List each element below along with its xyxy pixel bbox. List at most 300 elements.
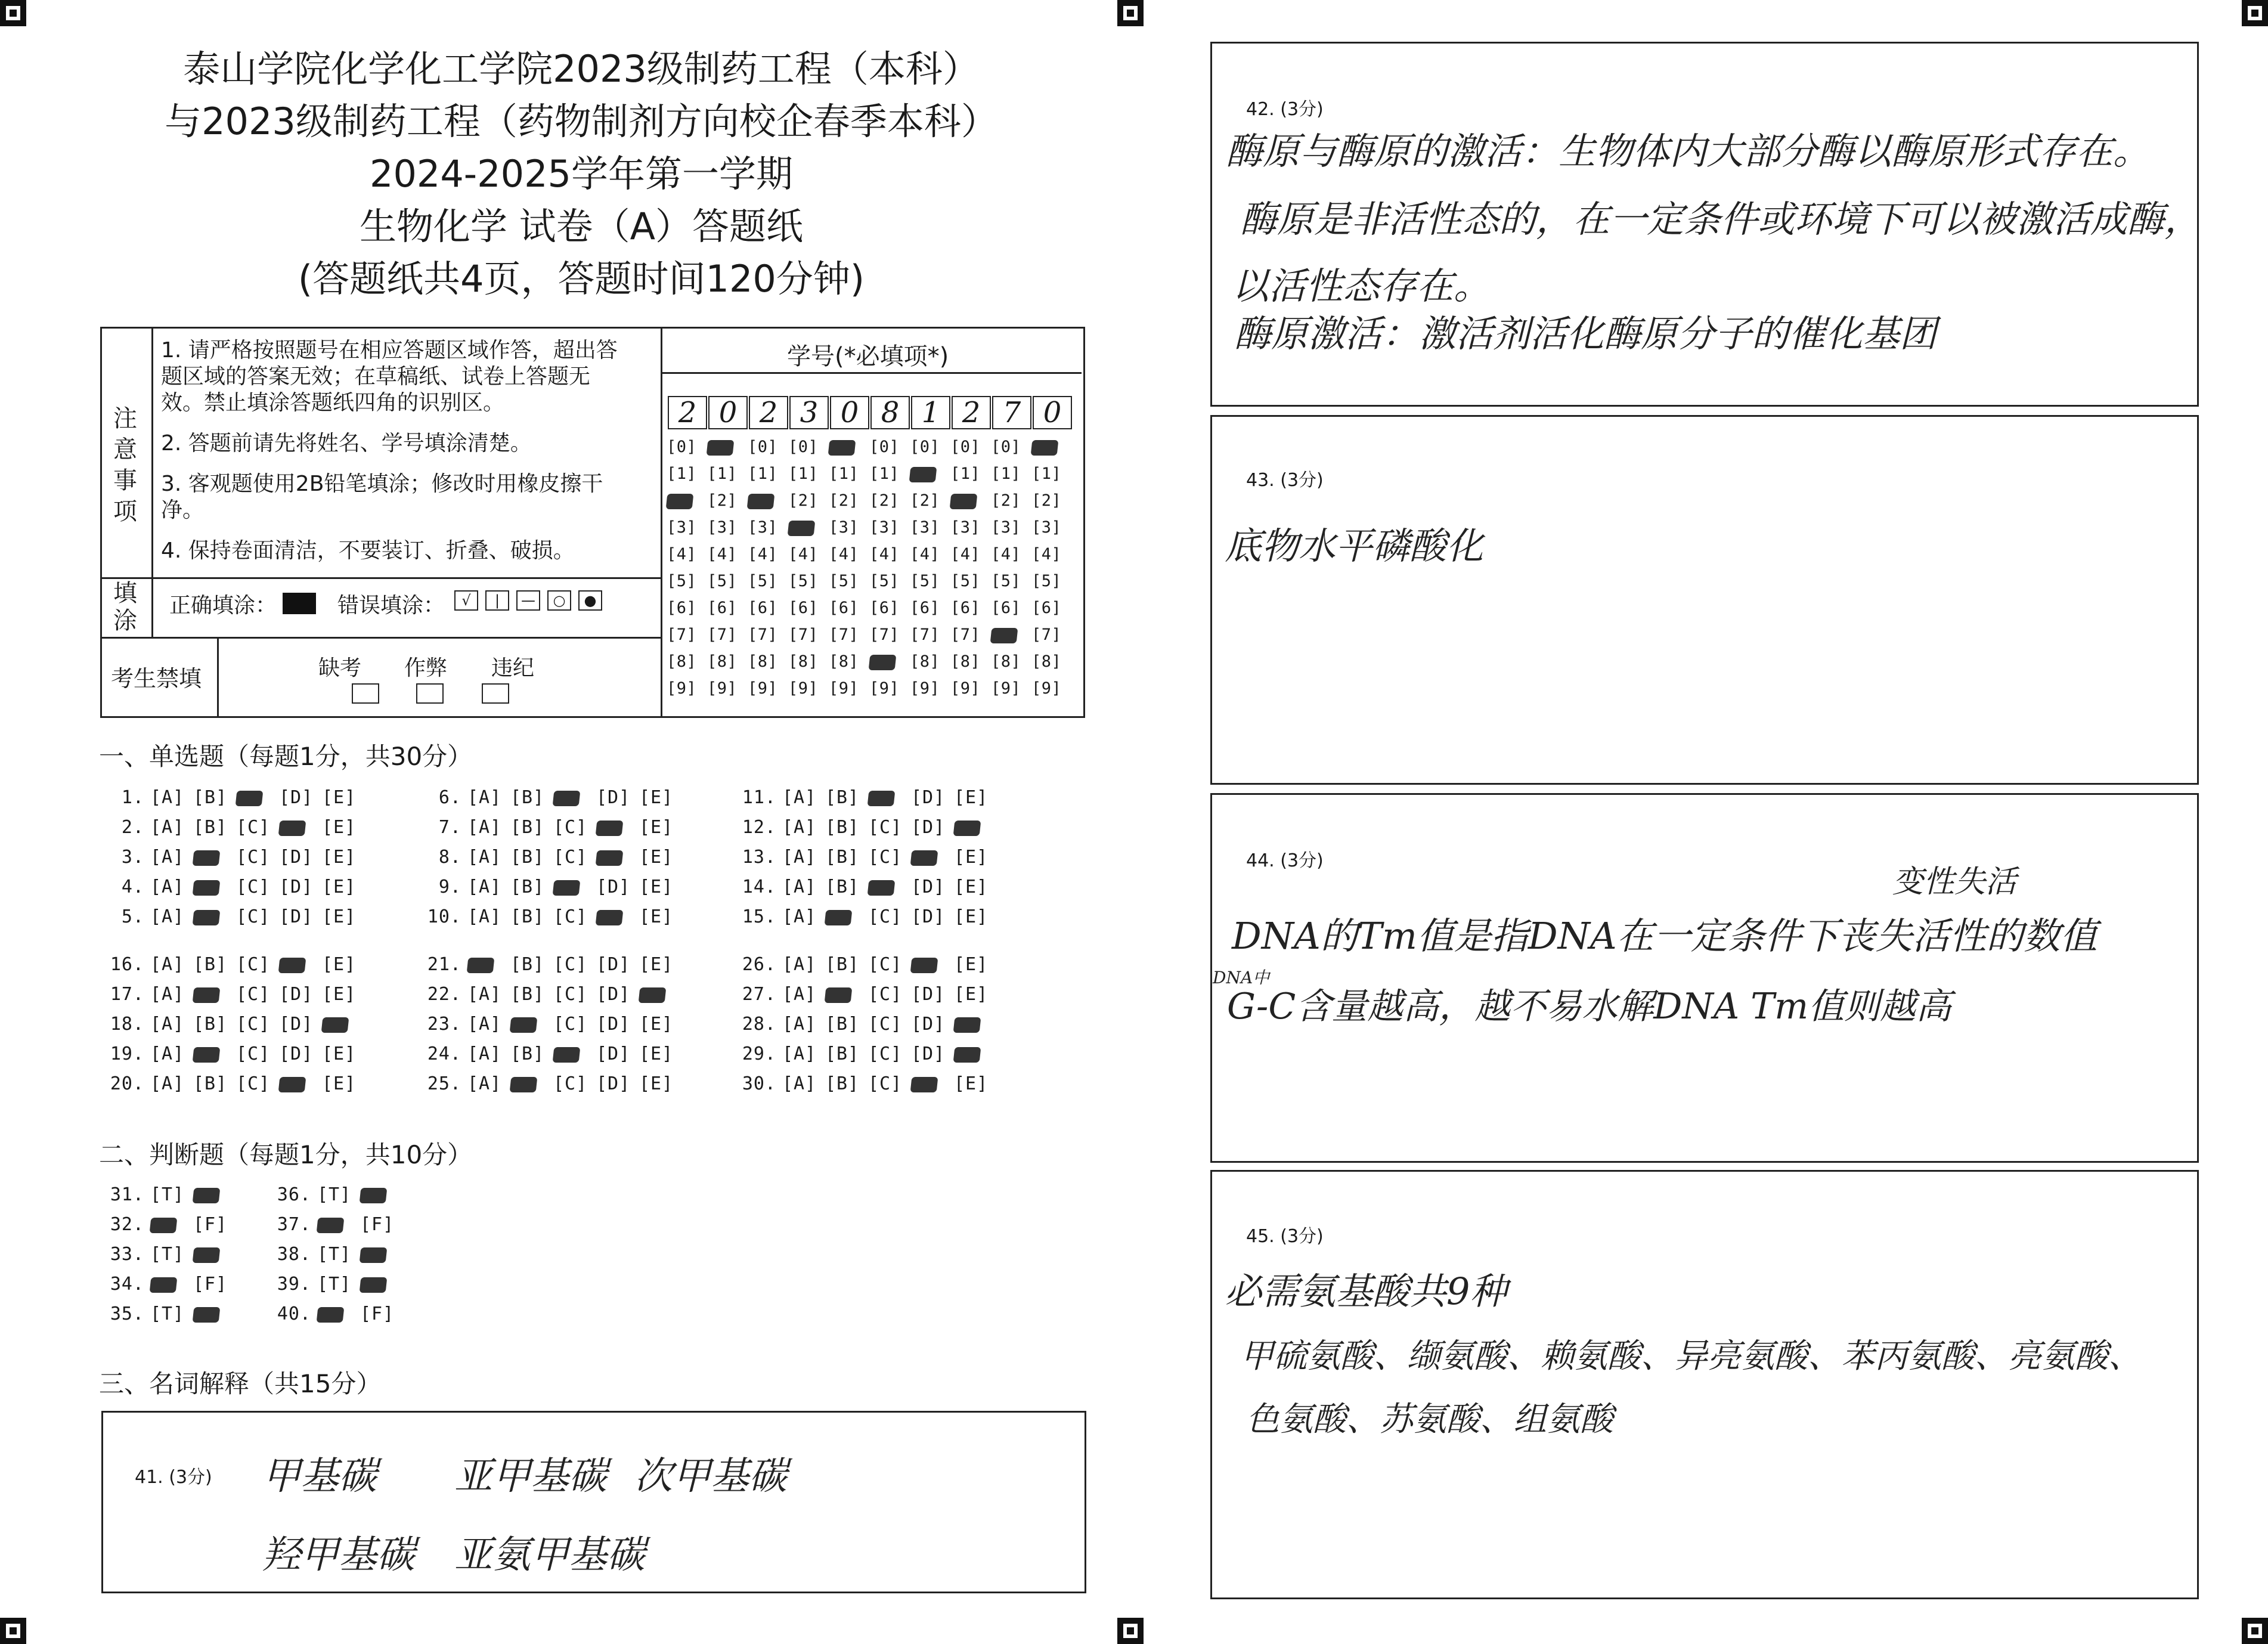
- student-id-bubble[interactable]: [7]: [748, 626, 778, 644]
- tf-question-row[interactable]: [274, 1244, 403, 1265]
- student-id-bubble[interactable]: [6]: [788, 599, 819, 617]
- tf-question-row[interactable]: [107, 1274, 236, 1295]
- mc-question-row[interactable]: [107, 787, 365, 808]
- mc-question-row[interactable]: [425, 847, 682, 868]
- option-bubble[interactable]: [D]: [911, 984, 946, 1005]
- violation-checkbox[interactable]: [482, 683, 509, 704]
- option-bubble[interactable]: [B]: [510, 906, 545, 927]
- student-id-bubble[interactable]: [8]: [829, 652, 859, 671]
- option-bubble[interactable]: [E]: [954, 1073, 989, 1094]
- option-bubble[interactable]: [B]: [193, 1073, 228, 1094]
- option-bubble[interactable]: [C]: [868, 984, 903, 1005]
- student-id-bubble[interactable]: [3]: [1031, 518, 1062, 537]
- option-bubble[interactable]: [A]: [467, 1044, 502, 1064]
- option-bubble[interactable]: [E]: [954, 906, 989, 927]
- option-bubble[interactable]: [D]: [596, 1073, 631, 1094]
- tf-question-row[interactable]: [107, 1184, 236, 1205]
- option-bubble[interactable]: [A]: [782, 1044, 817, 1064]
- option-bubble[interactable]: [T]: [150, 1244, 185, 1265]
- mc-question-row[interactable]: [739, 877, 997, 897]
- student-id-bubble[interactable]: [8]: [910, 652, 940, 671]
- option-bubble[interactable]: [150, 1214, 193, 1235]
- student-id-bubble[interactable]: [4]: [748, 545, 778, 564]
- option-bubble[interactable]: [C]: [236, 1014, 271, 1035]
- option-bubble[interactable]: [D]: [279, 787, 314, 808]
- student-id-bubble[interactable]: [9]: [869, 679, 900, 698]
- option-bubble[interactable]: [193, 847, 236, 868]
- mc-question-row[interactable]: [107, 984, 365, 1005]
- option-bubble[interactable]: [A]: [782, 984, 817, 1005]
- option-bubble[interactable]: [C]: [236, 1073, 271, 1094]
- option-bubble[interactable]: [E]: [322, 1073, 357, 1094]
- option-bubble[interactable]: [825, 984, 868, 1005]
- student-id-bubble[interactable]: [0]: [991, 438, 1021, 456]
- option-bubble[interactable]: [193, 906, 236, 927]
- option-bubble[interactable]: [D]: [596, 984, 631, 1005]
- tf-question-row[interactable]: [107, 1304, 236, 1324]
- option-bubble[interactable]: [B]: [193, 1014, 228, 1035]
- student-id-bubble[interactable]: [7]: [667, 626, 697, 644]
- option-bubble[interactable]: [150, 1274, 193, 1295]
- student-id-bubble[interactable]: [748, 491, 788, 510]
- option-bubble[interactable]: [E]: [639, 1044, 674, 1064]
- option-bubble[interactable]: [A]: [467, 1014, 502, 1035]
- student-id-bubble[interactable]: [2]: [788, 491, 819, 510]
- option-bubble[interactable]: [B]: [825, 1014, 860, 1035]
- student-id-bubble[interactable]: [9]: [748, 679, 778, 698]
- option-bubble[interactable]: [B]: [510, 877, 545, 897]
- mc-question-row[interactable]: [739, 817, 997, 838]
- option-bubble[interactable]: [A]: [150, 847, 185, 868]
- tf-question-row[interactable]: [274, 1274, 403, 1295]
- mc-question-row[interactable]: [739, 984, 997, 1005]
- option-bubble[interactable]: [D]: [279, 906, 314, 927]
- student-id-bubble[interactable]: [788, 518, 829, 537]
- option-bubble[interactable]: [E]: [322, 787, 357, 808]
- option-bubble[interactable]: [E]: [322, 954, 357, 975]
- tf-question-row[interactable]: [107, 1244, 236, 1265]
- option-bubble[interactable]: [510, 1073, 553, 1094]
- student-id-bubble[interactable]: [4]: [869, 545, 900, 564]
- option-bubble[interactable]: [B]: [825, 877, 860, 897]
- student-id-bubble[interactable]: [0]: [667, 438, 697, 456]
- option-bubble[interactable]: [596, 847, 639, 868]
- student-id-bubble-row[interactable]: [667, 491, 1072, 510]
- student-id-bubble[interactable]: [3]: [910, 518, 940, 537]
- student-id-bubble[interactable]: [0]: [869, 438, 900, 456]
- option-bubble[interactable]: [954, 1044, 997, 1064]
- option-bubble[interactable]: [C]: [868, 1073, 903, 1094]
- option-bubble[interactable]: [A]: [150, 787, 185, 808]
- option-bubble[interactable]: [911, 847, 954, 868]
- option-bubble[interactable]: [B]: [825, 847, 860, 868]
- student-id-bubble-row[interactable]: [667, 518, 1072, 537]
- option-bubble[interactable]: [825, 906, 868, 927]
- option-bubble[interactable]: [B]: [510, 984, 545, 1005]
- student-id-bubble[interactable]: [1031, 438, 1072, 456]
- student-id-bubble[interactable]: [2]: [991, 491, 1021, 510]
- student-id-bubble[interactable]: [1]: [950, 465, 981, 483]
- student-id-bubble[interactable]: [829, 438, 869, 456]
- option-bubble[interactable]: [D]: [279, 984, 314, 1005]
- option-bubble[interactable]: [868, 877, 911, 897]
- option-bubble[interactable]: [T]: [317, 1184, 352, 1205]
- option-bubble[interactable]: [911, 1073, 954, 1094]
- option-bubble[interactable]: [A]: [782, 817, 817, 838]
- option-bubble[interactable]: [E]: [639, 847, 674, 868]
- student-id-bubble[interactable]: [9]: [829, 679, 859, 698]
- student-id-bubble[interactable]: [3]: [748, 518, 778, 537]
- mc-question-row[interactable]: [107, 1073, 365, 1094]
- student-id-bubble[interactable]: [0]: [788, 438, 819, 456]
- option-bubble[interactable]: [C]: [868, 847, 903, 868]
- option-bubble[interactable]: [279, 954, 322, 975]
- option-bubble[interactable]: [E]: [639, 787, 674, 808]
- student-id-bubble[interactable]: [667, 491, 707, 510]
- option-bubble[interactable]: [A]: [150, 1014, 185, 1035]
- option-bubble[interactable]: [193, 1304, 236, 1324]
- student-id-bubble[interactable]: [869, 652, 910, 671]
- absent-checkbox[interactable]: [352, 683, 379, 704]
- option-bubble[interactable]: [E]: [639, 1073, 674, 1094]
- option-bubble[interactable]: [954, 817, 997, 838]
- mc-question-row[interactable]: [107, 1044, 365, 1064]
- student-id-bubble[interactable]: [5]: [667, 572, 697, 590]
- student-id-bubble[interactable]: [7]: [707, 626, 738, 644]
- student-id-bubble-row[interactable]: [667, 545, 1072, 564]
- student-id-bubble[interactable]: [5]: [707, 572, 738, 590]
- student-id-bubble[interactable]: [3]: [869, 518, 900, 537]
- student-id-bubble[interactable]: [6]: [1031, 599, 1062, 617]
- student-id-bubble[interactable]: [950, 491, 991, 510]
- student-id-bubble[interactable]: [5]: [910, 572, 940, 590]
- option-bubble[interactable]: [193, 1244, 236, 1265]
- student-id-bubble[interactable]: [1]: [667, 465, 697, 483]
- student-id-bubble[interactable]: [4]: [991, 545, 1021, 564]
- cheat-checkbox[interactable]: [416, 683, 444, 704]
- option-bubble[interactable]: [A]: [150, 906, 185, 927]
- student-id-bubble[interactable]: [6]: [748, 599, 778, 617]
- mc-question-row[interactable]: [425, 1014, 682, 1035]
- mc-question-row[interactable]: [739, 954, 997, 975]
- option-bubble[interactable]: [E]: [954, 954, 989, 975]
- option-bubble[interactable]: [596, 906, 639, 927]
- student-id-bubble[interactable]: [2]: [1031, 491, 1062, 510]
- mc-question-row[interactable]: [425, 877, 682, 897]
- option-bubble[interactable]: [C]: [236, 954, 271, 975]
- option-bubble[interactable]: [A]: [467, 787, 502, 808]
- option-bubble[interactable]: [553, 1044, 596, 1064]
- mc-question-row[interactable]: [739, 906, 997, 927]
- student-id-bubble[interactable]: [3]: [829, 518, 859, 537]
- tf-question-row[interactable]: [274, 1184, 403, 1205]
- student-id-bubble[interactable]: [5]: [991, 572, 1021, 590]
- student-id-bubble-row[interactable]: [667, 626, 1072, 644]
- mc-question-row[interactable]: [739, 787, 997, 808]
- option-bubble[interactable]: [A]: [467, 1073, 502, 1094]
- mc-question-row[interactable]: [739, 1073, 997, 1094]
- option-bubble[interactable]: [B]: [825, 817, 860, 838]
- option-bubble[interactable]: [B]: [510, 954, 545, 975]
- student-id-bubble[interactable]: [1]: [748, 465, 778, 483]
- option-bubble[interactable]: [F]: [193, 1274, 228, 1295]
- option-bubble[interactable]: [C]: [553, 906, 588, 927]
- mc-question-row[interactable]: [425, 906, 682, 927]
- student-id-bubble[interactable]: [3]: [991, 518, 1021, 537]
- tf-question-row[interactable]: [107, 1214, 236, 1235]
- student-id-bubble[interactable]: [7]: [829, 626, 859, 644]
- answer-box-q45[interactable]: [1210, 1170, 2199, 1599]
- option-bubble[interactable]: [236, 787, 279, 808]
- student-id-bubble[interactable]: [5]: [829, 572, 859, 590]
- student-id-bubble[interactable]: [2]: [869, 491, 900, 510]
- option-bubble[interactable]: [467, 954, 510, 975]
- student-id-bubble[interactable]: [5]: [788, 572, 819, 590]
- option-bubble[interactable]: [D]: [911, 817, 946, 838]
- student-id-bubble[interactable]: [5]: [950, 572, 981, 590]
- option-bubble[interactable]: [T]: [317, 1244, 352, 1265]
- option-bubble[interactable]: [D]: [596, 1044, 631, 1064]
- student-id-bubble[interactable]: [3]: [707, 518, 738, 537]
- option-bubble[interactable]: [C]: [236, 906, 271, 927]
- student-id-bubble[interactable]: [0]: [910, 438, 940, 456]
- option-bubble[interactable]: [B]: [193, 817, 228, 838]
- option-bubble[interactable]: [A]: [782, 954, 817, 975]
- student-id-bubble[interactable]: [8]: [991, 652, 1021, 671]
- option-bubble[interactable]: [279, 817, 322, 838]
- option-bubble[interactable]: [C]: [868, 1014, 903, 1035]
- option-bubble[interactable]: [A]: [467, 906, 502, 927]
- option-bubble[interactable]: [A]: [782, 906, 817, 927]
- option-bubble[interactable]: [A]: [467, 817, 502, 838]
- student-id-bubble[interactable]: [4]: [788, 545, 819, 564]
- option-bubble[interactable]: [C]: [868, 954, 903, 975]
- option-bubble[interactable]: [D]: [279, 1044, 314, 1064]
- option-bubble[interactable]: [C]: [236, 984, 271, 1005]
- student-id-bubble-row[interactable]: [667, 679, 1072, 698]
- option-bubble[interactable]: [553, 787, 596, 808]
- mc-question-row[interactable]: [425, 817, 682, 838]
- option-bubble[interactable]: [C]: [553, 954, 588, 975]
- student-id-bubble[interactable]: [8]: [1031, 652, 1062, 671]
- option-bubble[interactable]: [A]: [782, 1073, 817, 1094]
- student-id-bubble[interactable]: [1]: [1031, 465, 1062, 483]
- student-id-bubble[interactable]: [910, 465, 950, 483]
- student-id-bubble[interactable]: [5]: [869, 572, 900, 590]
- student-id-bubble-row[interactable]: [667, 572, 1072, 590]
- mc-question-row[interactable]: [425, 1073, 682, 1094]
- student-id-bubble[interactable]: [6]: [950, 599, 981, 617]
- student-id-bubble[interactable]: [4]: [667, 545, 697, 564]
- student-id-bubble[interactable]: [5]: [748, 572, 778, 590]
- option-bubble[interactable]: [360, 1274, 403, 1295]
- option-bubble[interactable]: [911, 954, 954, 975]
- option-bubble[interactable]: [E]: [322, 984, 357, 1005]
- option-bubble[interactable]: [B]: [510, 817, 545, 838]
- student-id-bubble[interactable]: [1]: [829, 465, 859, 483]
- student-id-bubble[interactable]: [9]: [1031, 679, 1062, 698]
- option-bubble[interactable]: [E]: [639, 1014, 674, 1035]
- option-bubble[interactable]: [317, 1304, 360, 1324]
- student-id-bubble[interactable]: [1]: [869, 465, 900, 483]
- mc-question-row[interactable]: [739, 1044, 997, 1064]
- student-id-bubble[interactable]: [3]: [667, 518, 697, 537]
- mc-question-row[interactable]: [425, 787, 682, 808]
- option-bubble[interactable]: [639, 984, 682, 1005]
- mc-question-row[interactable]: [425, 954, 682, 975]
- mc-question-row[interactable]: [107, 954, 365, 975]
- option-bubble[interactable]: [B]: [825, 1044, 860, 1064]
- option-bubble[interactable]: [D]: [279, 1014, 314, 1035]
- student-id-bubble-row[interactable]: [667, 465, 1072, 483]
- student-id-bubble[interactable]: [6]: [707, 599, 738, 617]
- option-bubble[interactable]: [C]: [868, 1044, 903, 1064]
- option-bubble[interactable]: [D]: [596, 1014, 631, 1035]
- option-bubble[interactable]: [C]: [868, 906, 903, 927]
- option-bubble[interactable]: [B]: [510, 787, 545, 808]
- student-id-bubble[interactable]: [0]: [950, 438, 981, 456]
- student-id-bubble[interactable]: [7]: [788, 626, 819, 644]
- mc-question-row[interactable]: [739, 1014, 997, 1035]
- mc-question-row[interactable]: [425, 984, 682, 1005]
- student-id-bubble[interactable]: [5]: [1031, 572, 1062, 590]
- option-bubble[interactable]: [360, 1244, 403, 1265]
- option-bubble[interactable]: [279, 1073, 322, 1094]
- mc-question-row[interactable]: [107, 817, 365, 838]
- student-id-bubble[interactable]: [8]: [667, 652, 697, 671]
- option-bubble[interactable]: [D]: [596, 954, 631, 975]
- option-bubble[interactable]: [F]: [360, 1214, 395, 1235]
- option-bubble[interactable]: [C]: [236, 877, 271, 897]
- option-bubble[interactable]: [B]: [825, 954, 860, 975]
- mc-question-row[interactable]: [739, 847, 997, 868]
- option-bubble[interactable]: [A]: [782, 877, 817, 897]
- option-bubble[interactable]: [322, 1014, 365, 1035]
- student-id-bubble[interactable]: [2]: [910, 491, 940, 510]
- tf-question-row[interactable]: [274, 1214, 403, 1235]
- option-bubble[interactable]: [A]: [782, 1014, 817, 1035]
- option-bubble[interactable]: [T]: [150, 1184, 185, 1205]
- student-id-bubble[interactable]: [8]: [788, 652, 819, 671]
- option-bubble[interactable]: [E]: [322, 817, 357, 838]
- answer-box-q43[interactable]: [1210, 415, 2199, 785]
- option-bubble[interactable]: [596, 817, 639, 838]
- option-bubble[interactable]: [553, 877, 596, 897]
- option-bubble[interactable]: [510, 1014, 553, 1035]
- option-bubble[interactable]: [E]: [322, 906, 357, 927]
- student-id-bubble[interactable]: [7]: [1031, 626, 1062, 644]
- student-id-bubble[interactable]: [4]: [1031, 545, 1062, 564]
- option-bubble[interactable]: [C]: [236, 817, 271, 838]
- mc-question-row[interactable]: [107, 847, 365, 868]
- option-bubble[interactable]: [A]: [150, 1073, 185, 1094]
- student-id-bubble[interactable]: [7]: [910, 626, 940, 644]
- option-bubble[interactable]: [B]: [825, 787, 860, 808]
- option-bubble[interactable]: [E]: [639, 906, 674, 927]
- option-bubble[interactable]: [D]: [279, 877, 314, 897]
- option-bubble[interactable]: [F]: [360, 1304, 395, 1324]
- student-id-bubble[interactable]: [6]: [667, 599, 697, 617]
- mc-question-row[interactable]: [107, 877, 365, 897]
- student-id-bubble[interactable]: [6]: [869, 599, 900, 617]
- option-bubble[interactable]: [C]: [236, 1044, 271, 1064]
- option-bubble[interactable]: [E]: [322, 877, 357, 897]
- student-id-bubble[interactable]: [7]: [950, 626, 981, 644]
- student-id-bubble-row[interactable]: [667, 599, 1072, 617]
- option-bubble[interactable]: [A]: [467, 984, 502, 1005]
- student-id-bubble[interactable]: [8]: [748, 652, 778, 671]
- option-bubble[interactable]: [F]: [193, 1214, 228, 1235]
- option-bubble[interactable]: [E]: [322, 847, 357, 868]
- student-id-bubble[interactable]: [6]: [829, 599, 859, 617]
- option-bubble[interactable]: [193, 877, 236, 897]
- option-bubble[interactable]: [D]: [911, 787, 946, 808]
- option-bubble[interactable]: [C]: [553, 1073, 588, 1094]
- option-bubble[interactable]: [D]: [911, 906, 946, 927]
- option-bubble[interactable]: [D]: [279, 847, 314, 868]
- student-id-bubble[interactable]: [991, 626, 1031, 644]
- option-bubble[interactable]: [T]: [150, 1304, 185, 1324]
- option-bubble[interactable]: [E]: [639, 954, 674, 975]
- option-bubble[interactable]: [T]: [317, 1274, 352, 1295]
- student-id-bubble-row[interactable]: [667, 652, 1072, 671]
- option-bubble[interactable]: [B]: [193, 954, 228, 975]
- tf-question-row[interactable]: [274, 1304, 403, 1324]
- student-id-bubble[interactable]: [9]: [788, 679, 819, 698]
- option-bubble[interactable]: [A]: [467, 877, 502, 897]
- student-id-bubble[interactable]: [707, 438, 748, 456]
- mc-question-row[interactable]: [107, 906, 365, 927]
- option-bubble[interactable]: [C]: [553, 847, 588, 868]
- option-bubble[interactable]: [E]: [639, 817, 674, 838]
- option-bubble[interactable]: [D]: [596, 877, 631, 897]
- mc-question-row[interactable]: [425, 1044, 682, 1064]
- student-id-bubble[interactable]: [4]: [910, 545, 940, 564]
- option-bubble[interactable]: [A]: [467, 847, 502, 868]
- option-bubble[interactable]: [360, 1184, 403, 1205]
- option-bubble[interactable]: [C]: [553, 984, 588, 1005]
- student-id-bubble[interactable]: [1]: [788, 465, 819, 483]
- option-bubble[interactable]: [868, 787, 911, 808]
- option-bubble[interactable]: [E]: [322, 1044, 357, 1064]
- student-id-bubble[interactable]: [1]: [991, 465, 1021, 483]
- option-bubble[interactable]: [D]: [596, 787, 631, 808]
- option-bubble[interactable]: [954, 1014, 997, 1035]
- option-bubble[interactable]: [193, 1184, 236, 1205]
- option-bubble[interactable]: [E]: [639, 877, 674, 897]
- option-bubble[interactable]: [A]: [150, 984, 185, 1005]
- option-bubble[interactable]: [C]: [236, 847, 271, 868]
- option-bubble[interactable]: [B]: [510, 1044, 545, 1064]
- student-id-bubble[interactable]: [9]: [707, 679, 738, 698]
- option-bubble[interactable]: [E]: [954, 877, 989, 897]
- option-bubble[interactable]: [B]: [825, 1073, 860, 1094]
- student-id-bubble[interactable]: [2]: [707, 491, 738, 510]
- option-bubble[interactable]: [A]: [150, 877, 185, 897]
- option-bubble[interactable]: [C]: [553, 817, 588, 838]
- option-bubble[interactable]: [317, 1214, 360, 1235]
- student-id-bubble[interactable]: [8]: [707, 652, 738, 671]
- option-bubble[interactable]: [E]: [954, 847, 989, 868]
- student-id-bubble[interactable]: [4]: [829, 545, 859, 564]
- option-bubble[interactable]: [E]: [954, 984, 989, 1005]
- student-id-bubble[interactable]: [9]: [910, 679, 940, 698]
- student-id-bubble[interactable]: [9]: [667, 679, 697, 698]
- option-bubble[interactable]: [A]: [150, 1044, 185, 1064]
- option-bubble[interactable]: [B]: [510, 847, 545, 868]
- student-id-bubble[interactable]: [2]: [829, 491, 859, 510]
- student-id-bubble[interactable]: [0]: [748, 438, 778, 456]
